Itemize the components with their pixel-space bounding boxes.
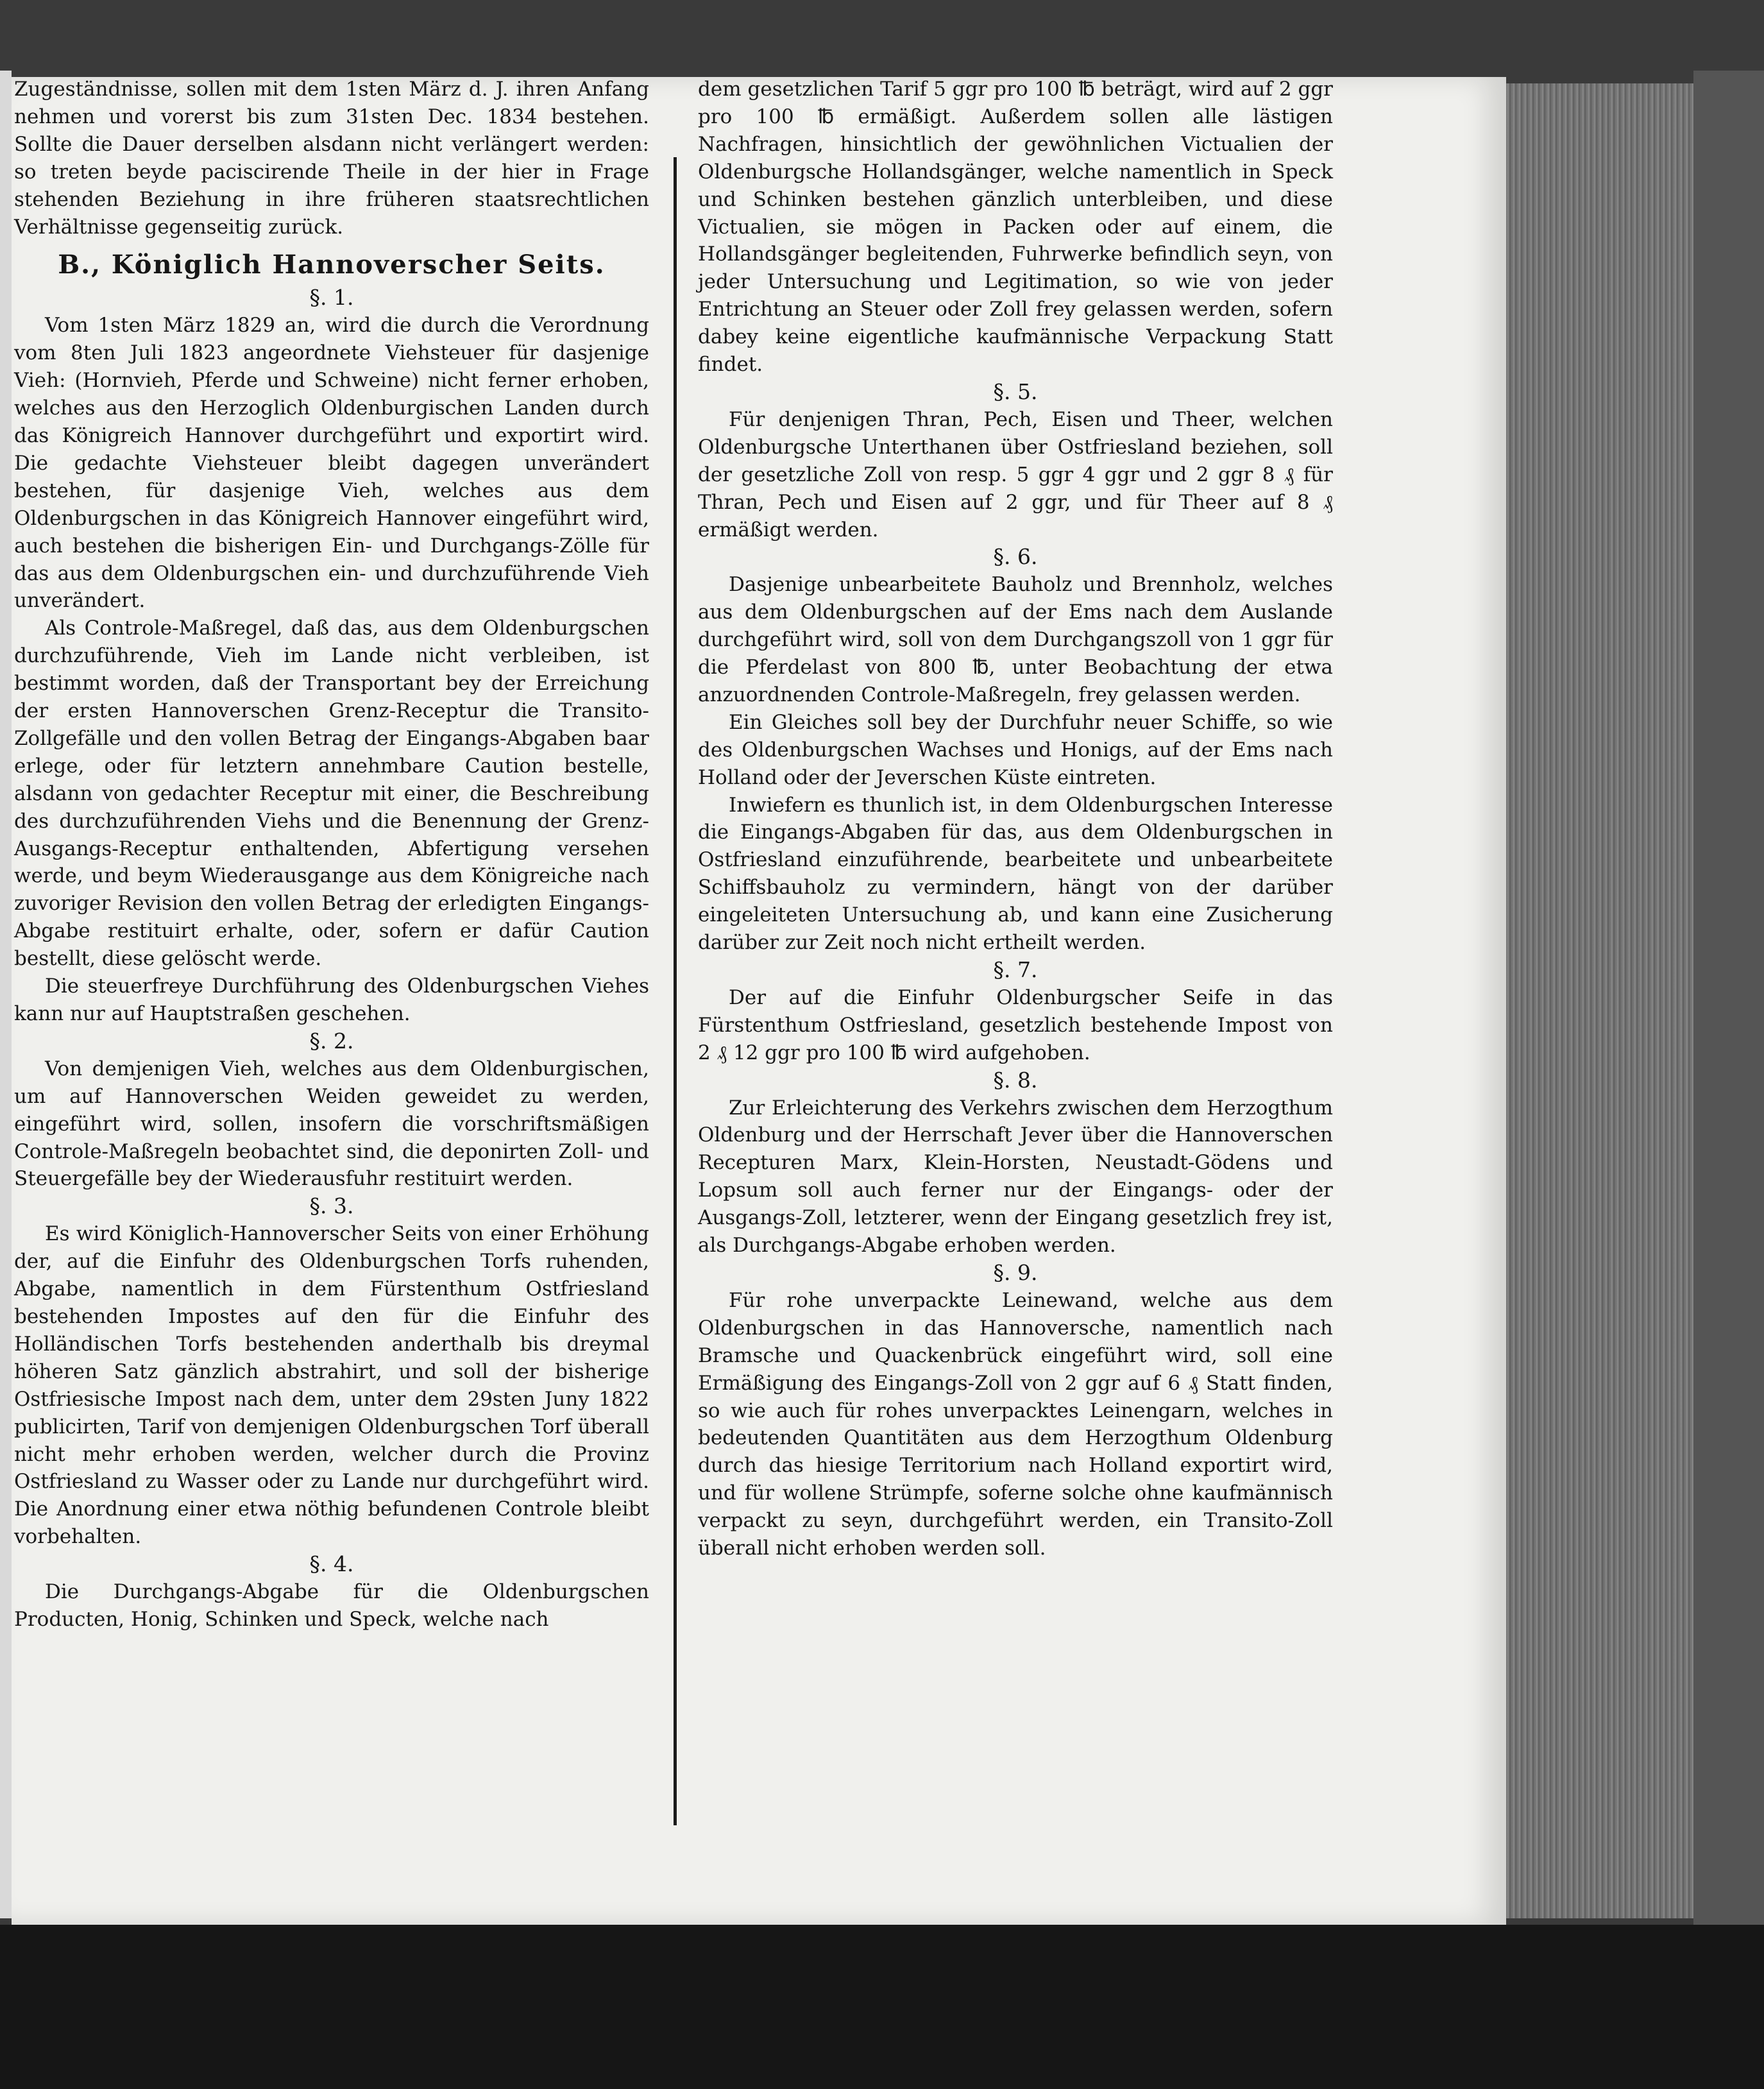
paragraph-4-title: §. 4. (309, 1551, 354, 1577)
column-divider (674, 157, 677, 1825)
paragraph-2-text: Von demjenigen Vieh, welches aus dem Oldenburgischen, um auf Hannoverschen Weiden geweidet zu werden, eingeführt wird, sollen, insofern die vorschriftsmäßigen Controle-Maßregeln beobachtet sind, die deponirten Zoll- und Steuergefälle bey der Wiederausfuhr restituirt werden. (14, 1057, 649, 1191)
paragraph-3-text: Es wird Königlich-Hannoverscher Seits von einer Erhöhung der, auf die Einfuhr des Oldenburgschen Torfs ruhenden, Abgabe, namentlich in dem Fürstenthum Ostfriesland bestehenden Impostes auf den für die Einfuhr des Holländischen Torfs bestehenden anderthalb bis dreymal höheren Satz gänzlich abstrahirt, und soll der bisherige Ostfriesische Impost nach dem, unter dem 29sten Juny 1822 publicirten, Tarif von demjenigen Oldenburgschen Torf überall nicht mehr erhoben werden, welcher durch die Provinz Ostfriesland zu Wasser oder zu Lande nur durchgeführt wird. Die Anordnung einer etwa nöthig befundenen Controle bleibt vorbehalten. (14, 1222, 649, 1549)
paragraph-3-title: §. 3. (309, 1193, 354, 1219)
intro-paragraph: Zugeständnisse, sollen mit dem 1sten März d. J. ihren Anfang nehmen und vorerst bis zum 31sten Dec. 1834 bestehen. Sollte die Dauer derselben alsdann nicht verlängert werden: so treten beyde paciscirende Theile in der hier in Frage stehenden Beziehung in ihre früheren staatsrechtlichen Verhältnisse gegenseitig zurück. (14, 78, 649, 239)
paragraph-8-title: §. 8. (993, 1067, 1038, 1093)
paragraph-9-text: Für rohe unverpackte Leinewand, welche aus dem Oldenburgschen in das Hannoversche, namentlich nach Bramsche und Quackenbrück eingeführt wird, soll eine Ermäßigung des Eingangs-Zoll von 2 ggr auf 6 ₰ Statt finden, so wie auch für rohes unverpacktes Leinengarn, welches in bedeutenden Quantitäten aus dem Herzogthum Oldenburg durch das hiesige Territorium nach Holland exportirt wird, und für wollene Strümpfe, soferne solche ohne kaufmännisch verpackt zu seyn, durchgeführt werden, ein Transito-Zoll überall nicht erhoben werden soll. (698, 1288, 1333, 1560)
paragraph-4-text: Die Durchgangs-Abgabe für die Oldenburgschen Producten, Honig, Schinken und Speck, welche nach (14, 1580, 649, 1631)
paragraph-9-title: §. 9. (993, 1259, 1038, 1285)
paragraph-2-title: §. 2. (309, 1028, 354, 1053)
paragraph-1-text-a: Vom 1sten März 1829 an, wird die durch die Verordnung vom 8ten Juli 1823 angeordnete Viehsteuer für dasjenige Vieh: (Hornvieh, Pferde und Schweine) nicht ferner erhoben, welches aus den Herzoglich Oldenburgischen Landen durch das Königreich Hannover durchgeführt und exportirt wird. Die gedachte Viehsteuer bleibt dagegen unverändert bestehen, für dasjenige Vieh, welches aus dem Oldenburgschen in das Königreich Hannover eingeführt wird, auch bestehen die bisherigen Ein- und Durchgangs-Zölle für das aus dem Oldenburgschen ein- und durchzuführende Vieh unverändert. (14, 314, 649, 613)
book-cover-edge (1693, 71, 1764, 1931)
paragraph-6-text-c: Inwiefern es thunlich ist, in dem Oldenburgschen Interesse die Eingangs-Abgaben für das, aus dem Oldenburgschen in Ostfriesland einzuführende, bearbeitete und unbearbeitete Schiffsbauholz zu vermindern, hängt von der darüber eingeleiteten Untersuchung ab, und kann eine Zusicherung darüber zur Zeit noch nicht ertheilt werden. (698, 793, 1333, 955)
paragraph-6-text-a: Dasjenige unbearbeitete Bauholz und Brennholz, welches aus dem Oldenburgschen auf der Ems nach dem Auslande durchgeführt wird, soll von dem Durchgangszoll von 1 ggr für die Pferdelast von 800 ℔, unter Beobachtung der etwa anzuordnenden Controle-Maßregeln, frey gelassen werden. (698, 573, 1333, 706)
previous-page-edge (0, 71, 12, 1918)
paragraph-7-title: §. 7. (993, 957, 1038, 982)
paragraph-8-text: Zur Erleichterung des Verkehrs zwischen dem Herzogthum Oldenburg und der Herrschaft Jever über die Hannoverschen Recepturen Marx, Klein-Horsten, Neustadt-Gödens und Lopsum soll auch ferner nur der Eingangs- oder der Ausgangs-Zoll, letzterer, wenn der Eingang gesetzlich frey ist, als Durchgangs-Abgabe erhoben werden. (698, 1096, 1333, 1258)
right-column (698, 76, 1333, 1562)
paragraph-6-title: §. 6. (993, 544, 1038, 570)
paragraph-7-text: Der auf die Einfuhr Oldenburgscher Seife in das Fürstenthum Ostfriesland, gesetzlich bestehende Impost von 2 ₰ 12 ggr pro 100 ℔ wird aufgehoben. (698, 985, 1333, 1064)
bottom-shadow (0, 1925, 1764, 2089)
paragraph-5-text: Für denjenigen Thran, Pech, Eisen und Theer, welchen Oldenburgsche Unterthanen über Ostfriesland beziehen, soll der gesetzliche Zoll von resp. 5 ggr 4 ggr und 2 ggr 8 ₰ für Thran, Pech und Eisen auf 2 ggr, und für Theer auf 8 ₰ ermäßigt werden. (698, 407, 1333, 541)
paragraph-5-title: §. 5. (993, 379, 1038, 404)
paragraph-4-continued: dem gesetzlichen Tarif 5 ggr pro 100 ℔ beträgt, wird auf 2 ggr pro 100 ℔ ermäßigt. Außerdem sollen alle lästigen Nachfragen, hinsichtlich der gewöhnlichen Victualien der Oldenburgsche Hollandsgänger, welche namentlich in Speck und Schinken bestehen gänzlich unterbleiben, und diese Victualien, sie mögen in Packen oder auf einem, die Hollandsgänger begleitenden, Fuhrwerke befindlich seyn, von jeder Untersuchung und Legitimation, so wie von jeder Entrichtung an Steuer oder Zoll frey gelassen werden, sofern dabey keine eigentliche kaufmännische Verpackung Statt findet. (698, 78, 1333, 377)
paragraph-1-text-b: Als Controle-Maßregel, daß das, aus dem Oldenburgschen durchzuführende, Vieh im Lande nicht verbleiben, ist bestimmt worden, daß der Transportant bey der Erreichung der ersten Hannoverschen Grenz-Receptur die Transito-Zollgefälle und den vollen Betrag der Eingangs-Abgaben baar erlege, oder für letztern annehmbare Caution bestelle, alsdann von gedachter Receptur mit einer, die Beschreibung des durchzuführenden Viehs und die Benennung der Grenz-Ausgangs-Receptur enthaltenden, Abfertigung versehen werde, und beym Wiederausgange aus dem Königreiche nach zuvoriger Revision den vollen Betrag der erledigten Eingangs-Abgabe restituirt erhalte, oder, sofern er dafür Caution bestellt, diese gelöscht werde. (14, 617, 649, 971)
page-stack-edge (1506, 83, 1699, 1918)
paragraph-6-text-b: Ein Gleiches soll bey der Durchfuhr neuer Schiffe, so wie des Oldenburgschen Wachses und Honigs, auf der Ems nach Holland oder der Jeverschen Küste eintreten. (698, 710, 1333, 789)
left-column (14, 76, 649, 1633)
paragraph-1-title: §. 1. (309, 285, 354, 311)
section-heading: B., Königlich Hannoverscher Seits. (58, 250, 606, 280)
paragraph-1-text-c: Die steuerfreye Durchführung des Oldenburgschen Viehes kann nur auf Hauptstraßen geschehen. (14, 975, 649, 1025)
